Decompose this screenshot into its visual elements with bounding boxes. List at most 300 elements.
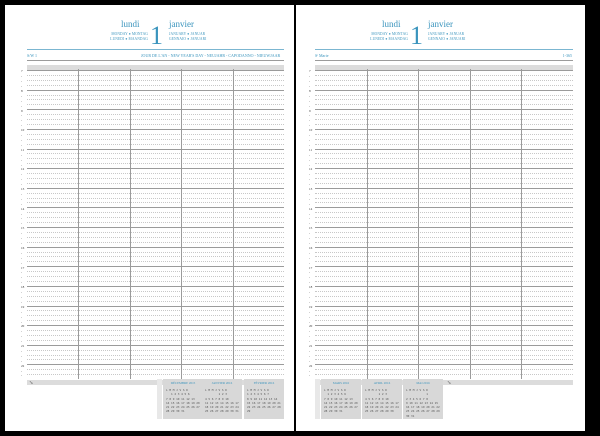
half-hour-line [27, 350, 284, 351]
sub-tick: - [21, 98, 23, 103]
hour-label: 9 [21, 108, 23, 113]
half-hour-line [315, 99, 573, 100]
sub-tick: - [21, 221, 23, 226]
sub-tick: - [309, 157, 311, 162]
half-hour-line [27, 80, 284, 81]
sub-tick: - [21, 334, 23, 339]
half-hour-line [27, 242, 284, 243]
day-translation-2: LUNEDI ● MAANDAG [110, 36, 148, 41]
sub-tick: - [309, 142, 311, 147]
sub-tick: - [309, 250, 311, 255]
hour-line [27, 306, 284, 307]
half-hour-line [27, 315, 284, 316]
week-number: S/W 1 [27, 53, 38, 58]
hour-label: 22 [309, 363, 313, 368]
column-divider [78, 69, 79, 379]
column-divider [181, 69, 182, 379]
hour-label: 18 [309, 285, 313, 290]
sub-tick: - [21, 152, 23, 157]
day-translations [104, 32, 148, 41]
sub-tick: - [21, 290, 23, 295]
sub-tick: - [21, 339, 23, 344]
sub-tick: - [309, 241, 311, 246]
half-hour-line [315, 355, 573, 356]
mini-calendar-title: AVRIL 2016 [373, 381, 391, 385]
half-hour-line [315, 80, 573, 81]
half-hour-line [27, 276, 284, 277]
sub-tick: - [309, 98, 311, 103]
mini-calendar-jan [202, 379, 242, 419]
half-hour-line [27, 281, 284, 282]
sub-tick: - [309, 236, 311, 241]
half-hour-line [315, 183, 573, 184]
header-rule [315, 49, 573, 50]
sub-tick: - [21, 157, 23, 162]
hour-line [315, 207, 573, 208]
hour-line [315, 149, 573, 150]
half-hour-line [27, 119, 284, 120]
half-hour-line [27, 139, 284, 140]
sub-tick: - [309, 299, 311, 304]
half-hour-line [315, 75, 573, 76]
month: janvier [169, 19, 194, 29]
mini-calendar-title: MARS 2016 [332, 381, 350, 385]
day-translation-2: LUNEDI ● MAANDAG [370, 36, 408, 41]
mini-calendar-mar [321, 379, 361, 419]
hour-line [315, 325, 573, 326]
sub-tick: - [21, 294, 23, 299]
sub-tick: - [21, 103, 23, 108]
sub-tick: - [21, 260, 23, 265]
corner-arrow-icon: ↘ [29, 381, 34, 386]
sub-tick: - [309, 137, 311, 142]
half-hour-line [27, 256, 284, 257]
hour-line [27, 188, 284, 189]
month-translations [169, 32, 206, 41]
hourly-grid[interactable] [315, 65, 573, 379]
sub-tick: - [21, 118, 23, 123]
planner-page-right [296, 5, 585, 431]
half-hour-line [27, 124, 284, 125]
sub-tick: - [309, 368, 311, 373]
sub-tick: - [309, 79, 311, 84]
sub-tick: - [21, 309, 23, 314]
hour-label: 11 [21, 147, 25, 152]
mini-calendar-title: DÉCEMBRE 2015 [170, 381, 196, 385]
hour-label: 13 [21, 187, 25, 192]
half-hour-line [315, 163, 573, 164]
sub-tick: - [309, 216, 311, 221]
sub-tick: - [21, 142, 23, 147]
hour-label: 10 [309, 128, 313, 133]
sub-tick: - [309, 358, 311, 363]
sub-tick: - [309, 373, 311, 378]
half-hour-line [315, 374, 573, 375]
hour-line [27, 207, 284, 208]
hour-label: 7 [21, 69, 23, 74]
half-hour-line [27, 178, 284, 179]
hour-label: 20 [309, 324, 313, 329]
half-hour-line [27, 261, 284, 262]
hour-line [27, 247, 284, 248]
half-hour-line [315, 291, 573, 292]
sub-tick: - [21, 319, 23, 324]
mini-cal-weeknums [157, 379, 162, 419]
sub-tick: - [21, 255, 23, 260]
sub-tick: - [21, 196, 23, 201]
sub-tick: - [309, 152, 311, 157]
sub-tick: - [21, 275, 23, 280]
half-hour-line [27, 153, 284, 154]
half-hour-line [315, 85, 573, 86]
sub-tick: - [21, 368, 23, 373]
half-hour-line [315, 252, 573, 253]
hour-label: 21 [309, 344, 313, 349]
mini-calendar-dec [163, 379, 203, 419]
hour-line [27, 345, 284, 346]
sub-tick: - [309, 275, 311, 280]
sub-tick: - [309, 113, 311, 118]
half-hour-line [315, 335, 573, 336]
mini-calendar-grid: L M M J V S D 1 2 3 4 5 6 7 8 9 10 11 12 13 14 15 16 17 18 19 20 21 22 23 24 25 26 27 28 29 [247, 388, 281, 414]
hour-label: 19 [21, 304, 25, 309]
half-hour-line [315, 134, 573, 135]
half-hour-line [315, 222, 573, 223]
column-divider [470, 69, 471, 379]
month-translation-2: GENNAIO ● JANUARI [169, 36, 207, 41]
hour-line [27, 325, 284, 326]
sub-tick: - [21, 241, 23, 246]
sub-tick: - [309, 348, 311, 353]
sub-tick: - [309, 231, 311, 236]
half-hour-line [315, 198, 573, 199]
sub-tick: - [21, 137, 23, 142]
sub-tick: - [21, 216, 23, 221]
half-hour-line [315, 212, 573, 213]
column-divider [130, 69, 131, 379]
mini-cal-weeknums [315, 379, 320, 419]
mini-calendar-apr [362, 379, 402, 419]
hour-label: 16 [309, 245, 313, 250]
hour-line [315, 227, 573, 228]
mini-calendar-grid: L M M J V S D 1 2 3 4 5 6 7 8 9 10 11 12 13 14 15 16 17 18 19 20 21 22 23 24 25 26 27 28 29 30 [365, 388, 399, 414]
hour-line [315, 306, 573, 307]
sub-tick: - [21, 182, 23, 187]
hour-line [315, 129, 573, 130]
hour-label: 14 [309, 206, 313, 211]
half-hour-line [315, 237, 573, 238]
hour-label: 18 [21, 285, 25, 290]
sub-tick: - [21, 270, 23, 275]
half-hour-line [315, 310, 573, 311]
sub-tick: - [309, 260, 311, 265]
half-hour-line [315, 315, 573, 316]
weekday: lundi [121, 19, 140, 29]
sub-tick: - [309, 309, 311, 314]
hour-label: 15 [21, 226, 25, 231]
hour-line [27, 70, 284, 71]
sub-tick: - [309, 196, 311, 201]
half-hour-line [315, 153, 573, 154]
sub-tick: - [21, 280, 23, 285]
half-hour-line [27, 85, 284, 86]
hour-label: 8 [309, 88, 311, 93]
half-hour-line [315, 340, 573, 341]
mini-calendar-grid: L M M J V S D 1 2 3 4 5 6 7 8 9 10 11 12 13 14 15 16 17 18 19 20 21 22 23 24 25 26 27 28 29 30 31 [166, 388, 200, 414]
sub-tick: - [21, 84, 23, 89]
half-hour-line [27, 320, 284, 321]
sub-tick: - [309, 133, 311, 138]
sub-tick: - [21, 93, 23, 98]
half-hour-line [27, 271, 284, 272]
sub-tick: - [21, 299, 23, 304]
mini-calendar-grid: L M M J V S D 1 2 3 4 5 6 7 8 9 10 11 12 13 14 15 16 17 18 19 20 21 22 23 24 25 26 27 28 29 30 31 [324, 388, 358, 414]
half-hour-line [315, 114, 573, 115]
half-hour-line [27, 99, 284, 100]
hour-label: 19 [309, 304, 313, 309]
hour-line [315, 90, 573, 91]
sub-tick: - [21, 250, 23, 255]
hour-label: 11 [309, 147, 313, 152]
hour-label: 12 [309, 167, 313, 172]
half-hour-line [27, 296, 284, 297]
hour-label: 16 [21, 245, 25, 250]
half-hour-line [27, 335, 284, 336]
hour-line [27, 364, 284, 365]
hour-label: 15 [309, 226, 313, 231]
sub-tick: - [309, 123, 311, 128]
sub-tick: - [21, 172, 23, 177]
sub-tick: - [21, 191, 23, 196]
sub-tick: - [309, 329, 311, 334]
half-hour-line [315, 350, 573, 351]
half-hour-line [27, 193, 284, 194]
hour-label: 20 [21, 324, 25, 329]
half-hour-line [27, 95, 284, 96]
month-translation-1: JANUARY ● JANUAR [169, 32, 206, 36]
day-number: 1 [150, 21, 163, 50]
half-hour-line [315, 261, 573, 262]
sub-tick: - [309, 93, 311, 98]
sub-tick: - [309, 211, 311, 216]
hour-line [315, 266, 573, 267]
half-hour-line [27, 232, 284, 233]
half-hour-line [27, 310, 284, 311]
sub-tick: - [309, 118, 311, 123]
sub-tick: - [309, 270, 311, 275]
hour-line [315, 70, 573, 71]
mini-calendar-title: MAI 2016 [416, 381, 430, 385]
sub-tick: - [309, 201, 311, 206]
sub-tick: - [21, 162, 23, 167]
half-hour-line [27, 330, 284, 331]
day-translation-1: MONDAY ● MONTAG [111, 32, 148, 36]
mini-calendar-grid: L M M J V S D 1 2 3 4 5 6 7 8 9 10 11 12 13 14 15 16 17 18 19 20 21 22 23 24 25 26 27 28 29 30 31 [406, 388, 440, 418]
half-hour-line [27, 183, 284, 184]
sub-tick: - [309, 314, 311, 319]
half-hour-line [315, 271, 573, 272]
mini-calendar-feb [244, 379, 284, 419]
column-divider [418, 69, 419, 379]
mini-calendar-grid: L M M J V S D 1 2 3 4 5 6 7 8 9 10 11 12 13 14 15 16 17 18 19 20 21 22 23 24 25 26 27 28 29 30 31 [205, 388, 239, 414]
day-number: 1 [410, 21, 423, 50]
sub-tick: - [309, 177, 311, 182]
month-translation-1: JANUARY ● JANUAR [428, 32, 465, 36]
sub-tick: - [21, 74, 23, 79]
corner-arrow-icon: ↘ [447, 381, 452, 386]
hour-label: 7 [309, 69, 311, 74]
hour-label: 17 [309, 265, 313, 270]
hour-line [27, 286, 284, 287]
column-divider [233, 69, 234, 379]
hour-label: 13 [309, 187, 313, 192]
hour-line [27, 149, 284, 150]
sub-tick: - [309, 103, 311, 108]
sub-tick: - [309, 255, 311, 260]
sub-tick: - [21, 79, 23, 84]
sub-tick: - [309, 319, 311, 324]
half-hour-line [27, 134, 284, 135]
sub-tick: - [21, 236, 23, 241]
half-hour-line [27, 237, 284, 238]
half-hour-line [27, 340, 284, 341]
half-hour-line [315, 256, 573, 257]
half-hour-line [27, 374, 284, 375]
sub-tick: - [21, 123, 23, 128]
hour-label: 12 [21, 167, 25, 172]
half-hour-line [27, 163, 284, 164]
hourly-grid[interactable] [27, 65, 284, 379]
half-hour-line [315, 124, 573, 125]
hour-line [315, 188, 573, 189]
half-hour-line [27, 359, 284, 360]
half-hour-line [27, 144, 284, 145]
hour-label: 17 [21, 265, 25, 270]
half-hour-line [27, 198, 284, 199]
half-hour-line [315, 276, 573, 277]
hour-line [27, 227, 284, 228]
half-hour-line [315, 158, 573, 159]
half-hour-line [27, 202, 284, 203]
mini-calendar-title: FÉVRIER 2016 [253, 381, 275, 385]
planner-page-left [5, 5, 294, 431]
hour-line [27, 129, 284, 130]
half-hour-line [315, 119, 573, 120]
mini-calendar-title: JANVIER 2016 [211, 381, 233, 385]
half-hour-line [315, 296, 573, 297]
half-hour-line [27, 75, 284, 76]
half-hour-line [315, 139, 573, 140]
mini-calendar-may [403, 379, 443, 419]
half-hour-line [315, 95, 573, 96]
half-hour-line [315, 144, 573, 145]
column-divider [367, 69, 368, 379]
hour-label: 14 [21, 206, 25, 211]
half-hour-line [27, 217, 284, 218]
day-count: 1-365 [562, 53, 572, 58]
hour-label: 10 [21, 128, 25, 133]
day-translation-1: MONDAY ● MONTAG [371, 32, 408, 36]
sub-tick: - [309, 162, 311, 167]
sub-tick: - [21, 133, 23, 138]
sub-tick: - [309, 182, 311, 187]
sub-tick: - [309, 339, 311, 344]
holiday-text: JOUR DE L'AN - NEW YEAR'S DAY - NEUJAHR - CAPODANNO - NIEUWJAAR [141, 53, 281, 58]
half-hour-line [27, 222, 284, 223]
sub-tick: - [309, 172, 311, 177]
half-hour-line [315, 178, 573, 179]
hour-line [315, 345, 573, 346]
section-rule [27, 60, 284, 61]
weekday: lundi [382, 19, 401, 29]
hour-line [315, 168, 573, 169]
half-hour-line [315, 242, 573, 243]
sub-tick: - [309, 74, 311, 79]
half-hour-line [27, 355, 284, 356]
month: janvier [428, 19, 453, 29]
half-hour-line [27, 173, 284, 174]
sub-tick: - [309, 191, 311, 196]
hour-line [315, 364, 573, 365]
sub-tick: - [21, 358, 23, 363]
half-hour-line [315, 369, 573, 370]
half-hour-line [27, 212, 284, 213]
hour-line [315, 109, 573, 110]
sub-tick: - [21, 348, 23, 353]
hour-line [27, 90, 284, 91]
sub-tick: - [309, 334, 311, 339]
half-hour-line [315, 202, 573, 203]
sub-tick: - [309, 353, 311, 358]
sub-tick: - [21, 353, 23, 358]
sub-tick: - [309, 294, 311, 299]
month-translations [428, 32, 465, 41]
sub-tick: - [21, 373, 23, 378]
half-hour-line [315, 320, 573, 321]
column-divider [521, 69, 522, 379]
section-rule [315, 60, 573, 61]
hour-label: 8 [21, 88, 23, 93]
half-hour-line [315, 301, 573, 302]
half-hour-line [27, 114, 284, 115]
hour-line [27, 266, 284, 267]
hour-label: 21 [21, 344, 25, 349]
half-hour-line [27, 158, 284, 159]
hour-line [315, 247, 573, 248]
half-hour-line [27, 369, 284, 370]
half-hour-line [315, 104, 573, 105]
sub-tick: - [309, 290, 311, 295]
hour-label: 9 [309, 108, 311, 113]
header-rule [27, 49, 284, 50]
hour-line [27, 168, 284, 169]
half-hour-line [27, 301, 284, 302]
saint-of-day: Sᵗ Marie [315, 53, 329, 58]
half-hour-line [315, 173, 573, 174]
sub-tick: - [21, 113, 23, 118]
hour-line [27, 109, 284, 110]
half-hour-line [315, 232, 573, 233]
half-hour-line [315, 281, 573, 282]
hour-line [315, 286, 573, 287]
half-hour-line [27, 291, 284, 292]
sub-tick: - [309, 84, 311, 89]
sub-tick: - [21, 201, 23, 206]
half-hour-line [315, 217, 573, 218]
sub-tick: - [309, 221, 311, 226]
half-hour-line [315, 330, 573, 331]
sub-tick: - [21, 231, 23, 236]
